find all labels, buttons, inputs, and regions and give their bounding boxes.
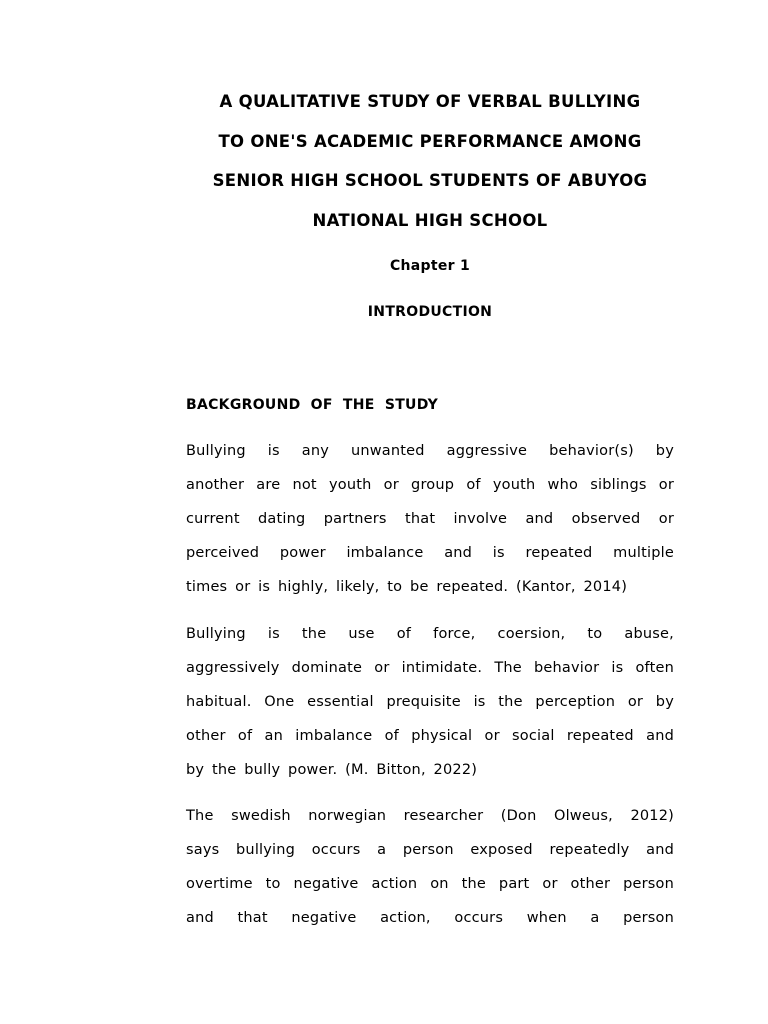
- paragraph-line: current dating partners that involve and observed or: [186, 511, 674, 527]
- title-line: A QUALITATIVE STUDY OF VERBAL BULLYING: [219, 92, 641, 111]
- paragraph-line: perceived power imbalance and is repeated multiple: [186, 545, 674, 561]
- paragraph-line: The swedish norwegian researcher (Don Olweus, 2012): [186, 808, 674, 824]
- title-line: NATIONAL HIGH SCHOOL: [312, 210, 548, 230]
- document-title: [186, 82, 674, 240]
- paragraph-line: other of an imbalance of physical or social repeated and: [186, 728, 674, 744]
- title-line: TO ONE'S ACADEMIC PERFORMANCE AMONG: [218, 131, 642, 151]
- paragraph-line: Bullying is any unwanted aggressive behavior(s) by: [186, 443, 674, 459]
- paragraph-line: aggressively dominate or intimidate. The behavior is often: [186, 660, 674, 676]
- paragraph-line: habitual. One essential prequisite is the perception or by: [186, 694, 674, 710]
- paragraph-line: Bullying is the use of force, coersion, to abuse,: [186, 626, 674, 642]
- section-heading: BACKGROUND OF THE STUDY: [186, 397, 439, 413]
- paragraph-2: [186, 617, 674, 787]
- title-line: SENIOR HIGH SCHOOL STUDENTS OF ABUYOG: [212, 171, 648, 190]
- paragraph-line: another are not youth or group of youth who siblings or: [186, 477, 674, 493]
- introduction-heading: INTRODUCTION: [367, 304, 493, 320]
- paragraph-1: [186, 434, 674, 604]
- paragraph-line: overtime to negative action on the part or other person: [186, 876, 674, 892]
- paragraph-3: [186, 799, 674, 935]
- paragraph-line: and that negative action, occurs when a person: [186, 910, 674, 926]
- chapter-label: Chapter 1: [389, 258, 471, 274]
- paragraph-line: by the bully power. (M. Bitton, 2022): [186, 762, 478, 778]
- paragraph-line: says bullying occurs a person exposed repeatedly and: [186, 842, 674, 858]
- paragraph-line: times or is highly, likely, to be repeated. (Kantor, 2014): [186, 579, 628, 595]
